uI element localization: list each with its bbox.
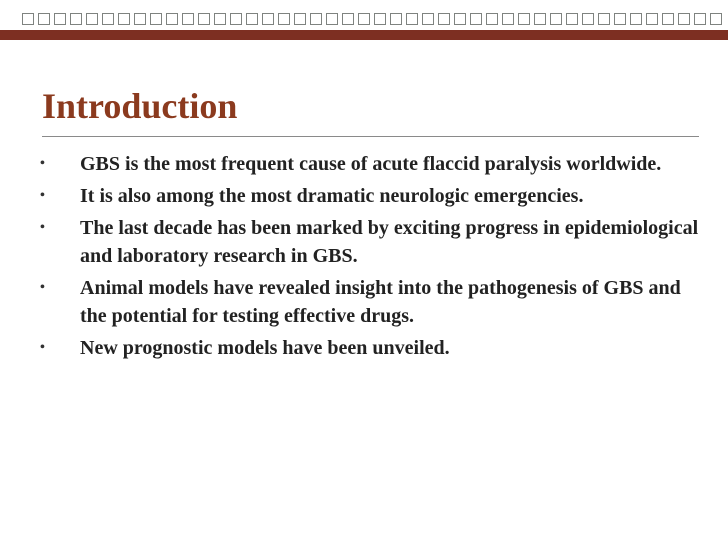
square-icon [102, 13, 114, 25]
title-underline [42, 136, 699, 137]
square-icon [230, 13, 242, 25]
square-icon [678, 13, 690, 25]
decorative-squares [0, 13, 728, 27]
bullet-list [40, 150, 700, 366]
square-icon [118, 13, 130, 25]
square-icon [262, 13, 274, 25]
square-icon [358, 13, 370, 25]
square-icon [406, 13, 418, 25]
square-icon [502, 13, 514, 25]
square-icon [246, 13, 258, 25]
square-icon [38, 13, 50, 25]
square-icon [598, 13, 610, 25]
list-item [40, 214, 700, 270]
square-icon [326, 13, 338, 25]
square-icon [582, 13, 594, 25]
bullet-text: Animal models have revealed insight into the pathogenesis of GBS and the potential for testing effective drugs. [80, 277, 681, 327]
square-icon [166, 13, 178, 25]
list-item [40, 150, 700, 178]
bullet-icon: • [40, 188, 45, 203]
list-item [40, 334, 700, 362]
list-item [40, 182, 700, 210]
square-icon [22, 13, 34, 25]
square-icon [518, 13, 530, 25]
header-band [0, 30, 728, 40]
square-icon [134, 13, 146, 25]
square-icon [86, 13, 98, 25]
square-icon [438, 13, 450, 25]
square-icon [470, 13, 482, 25]
bullet-icon: • [40, 280, 45, 295]
square-icon [550, 13, 562, 25]
square-icon [310, 13, 322, 25]
bullet-icon: • [40, 220, 45, 235]
square-icon [278, 13, 290, 25]
square-icon [422, 13, 434, 25]
bullet-text: GBS is the most frequent cause of acute flaccid paralysis worldwide. [80, 153, 662, 175]
bullet-text: The last decade has been marked by exciting progress in epidemiological and laboratory research in GBS. [80, 217, 699, 267]
bullet-text: It is also among the most dramatic neurologic emergencies. [80, 185, 584, 207]
bullet-icon: • [40, 156, 45, 171]
square-icon [534, 13, 546, 25]
list-item [40, 274, 700, 330]
square-icon [710, 13, 722, 25]
square-icon [150, 13, 162, 25]
square-icon [294, 13, 306, 25]
top-decoration [0, 0, 728, 40]
square-icon [630, 13, 642, 25]
square-icon [646, 13, 658, 25]
square-icon [54, 13, 66, 25]
bullet-icon: • [40, 340, 45, 355]
slide-title: Introduction [42, 86, 238, 126]
square-icon [214, 13, 226, 25]
square-icon [374, 13, 386, 25]
square-icon [70, 13, 82, 25]
square-icon [662, 13, 674, 25]
square-icon [566, 13, 578, 25]
square-icon [342, 13, 354, 25]
square-icon [486, 13, 498, 25]
square-icon [198, 13, 210, 25]
square-icon [614, 13, 626, 25]
bullet-text: New prognostic models have been unveiled. [80, 337, 450, 359]
square-icon [454, 13, 466, 25]
square-icon [694, 13, 706, 25]
square-icon [182, 13, 194, 25]
square-icon [390, 13, 402, 25]
